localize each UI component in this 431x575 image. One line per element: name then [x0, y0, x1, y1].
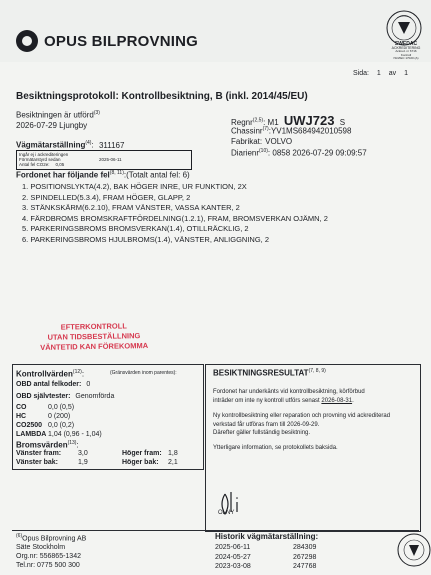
diarie-line: Diarienr$^{(10)}$: 0858 2026-07-29 09:09:57 [231, 148, 367, 158]
control-value: 0 [86, 381, 91, 388]
stamp-line-2: UTAN TIDSBESTÄLLNING [47, 331, 141, 342]
fabrikat-line: Fabrikat: VOLVO [231, 137, 293, 146]
result-p1-b: inträder om inte ny kontroll utförs senast [213, 397, 320, 404]
result-heading [213, 368, 326, 378]
regnr-label: Regnr [231, 118, 253, 127]
note-line-1: Ingår ej i ackrediteringen [19, 152, 69, 157]
company-seat: Säte Stockholm [16, 544, 66, 552]
diarie-value: 0858 2026-07-29 09:09:57 [272, 148, 367, 158]
control-label: CO2500 [16, 422, 43, 429]
control-value: 0,0 (0,2) [48, 422, 75, 429]
result-p2-c: Därefter gäller fullständig besiktning. [213, 430, 311, 436]
company-line [16, 532, 86, 543]
control-value: Genomförda [75, 393, 115, 400]
control-row [16, 393, 114, 400]
note-line-3 [19, 162, 189, 167]
note-co2: 0,05 [55, 162, 65, 168]
brake-label: Höger fram: [122, 450, 162, 457]
company-logo [16, 30, 198, 52]
chassi-line: Chassinr$^{(7)}$:YV1MS684942010598 [231, 126, 352, 136]
diarie-label: Diarienr [231, 148, 260, 158]
note-date: 2025-06-11 [99, 157, 122, 163]
stamp-line-3: VÄNTETID KAN FÖREKOMMA [40, 341, 149, 352]
diarie-sup: (10) [259, 148, 268, 154]
swedac-name: SWEDAC [394, 41, 418, 47]
page-label: Sida: [353, 70, 369, 77]
range-note: (Gränsvärden inom parentes): [110, 370, 177, 376]
odometer-note-box [16, 150, 192, 170]
company-name: Opus Bilprovning AB [22, 535, 87, 543]
defects-heading-sup: (8, 11) [109, 170, 124, 176]
company-sup: (6) [16, 533, 23, 539]
history-row [215, 543, 316, 553]
history-list [215, 543, 316, 572]
history-heading-text: Historik vägmätarställning: [215, 532, 319, 541]
result-heading-text: BESIKTNINGSRESULTAT [213, 368, 309, 378]
history-value: 284309 [293, 544, 317, 551]
result-paragraph-2 [213, 412, 390, 438]
odometer-label: Vägmätarställning [16, 140, 86, 150]
page-total: 1 [404, 70, 409, 77]
company-info [16, 532, 86, 570]
brake-heading-text: Bromsvärden [16, 440, 68, 450]
footer-divider [12, 530, 419, 531]
odometer-sup: (4) [85, 140, 92, 146]
brake-label: Höger bak: [122, 459, 159, 466]
result-paragraph-3: Ytterligare information, se protokollets baksida. [213, 445, 338, 451]
brake-number: 3,0 [78, 450, 88, 457]
control-row [16, 431, 102, 438]
control-row [16, 422, 74, 429]
brake-value [122, 450, 178, 457]
defect-item: 6. PARKERINGSBROMS HJULBROMS(1.4), VÄNSTER, ANLIGGNING, 2 [22, 234, 269, 244]
odometer-line: Vägmätarställning$^{(4)}$: 311167 [16, 140, 125, 150]
swedac-seal-icon [392, 528, 431, 573]
defect-item: 4. FÄRDBROMS BROMSKRAFTFÖRDELNING(1.2.1), FRAM, BROMSVERKAN OJÄMN, 2 [22, 213, 328, 223]
history-value: 267298 [293, 553, 317, 561]
performed-value: 2026-07-29 Ljungby [16, 121, 88, 130]
brake-label: Vänster bak: [16, 459, 59, 466]
history-date: 2025-06-11 [215, 544, 251, 551]
stamp-line-1: EFTERKONTROLL [60, 321, 127, 332]
history-date: 2024-05-27 [215, 553, 251, 561]
fabrikat-label: Fabrikat [231, 137, 260, 146]
efterkontroll-stamp [40, 321, 148, 353]
page-av: av [388, 70, 397, 77]
regnr-value: UWJ723 [283, 113, 335, 128]
defects-heading-text: Fordonet har följande fel [16, 170, 110, 180]
regnr-line: Regnr$^{(2,5)}$: M1 UWJ723 S [231, 113, 346, 128]
history-date: 2023-03-08 [215, 563, 251, 570]
defect-item: 1. POSITIONSLYKTA(4.2), BAK HÖGER INRE, UR FUNKTION, 2X [22, 182, 247, 191]
company-orgnr: Org.nr: 556865-1342 [16, 553, 81, 561]
performed-label: Besiktningen är utförd [16, 110, 94, 120]
swedac-arc: ACKREDITERING [391, 46, 421, 50]
result-p2-a: Ny kontrollbesiktning eller reparation och provning vid ackrediterad [213, 413, 391, 419]
brake-number: 2,1 [168, 459, 178, 466]
control-row [16, 381, 90, 388]
inspector-name: OLNY [218, 510, 235, 516]
regnr-suffix: S [339, 118, 346, 127]
brake-number: 1,8 [168, 450, 178, 457]
brake-value [122, 459, 178, 466]
history-row [215, 553, 316, 563]
chassi-label: Chassinr [231, 126, 263, 136]
control-heading: Kontrollvärden$^{(12)}$: [16, 369, 85, 379]
result-p1-end: . [352, 397, 354, 404]
defect-item: 3. STÄNKSKÄRM(6.2.10), FRAM VÄNSTER, VASSA KANTER, 2 [22, 203, 240, 212]
brake-heading: Bromsvärden$^{(13)}$: [16, 440, 79, 450]
brake-label: Vänster fram: [16, 450, 62, 457]
fabrikat-value: VOLVO [265, 137, 293, 146]
defect-item: 2. SPINDELLED(5.3.4), FRAM HÖGER, GLAPP, 2 [22, 192, 191, 202]
control-label: CO [16, 404, 27, 411]
history-heading [215, 532, 318, 541]
brake-number: 1,9 [78, 459, 88, 466]
note-line-2-text: Förmätarstyrd sedan [19, 157, 61, 163]
odometer-value: 311167 [98, 140, 125, 150]
control-label: OBD antal felkoder: [16, 381, 82, 388]
chassi-sup: (7) [262, 126, 269, 132]
page-title: Besiktningsprotokoll: Kontrollbesiktning, B (inkl. 2014/45/EU) [16, 91, 308, 102]
control-heading-sup: (12) [72, 369, 82, 375]
result-p1-b-line [213, 397, 365, 406]
regnr-sup: (2,5) [252, 117, 264, 124]
control-heading-text: Kontrollvärden [16, 369, 73, 379]
result-heading-sup: (7, 8, 9) [308, 368, 326, 374]
defect-item: 5. PARKERINGSBROMS BROMSVERKAN(1.4), OTILLRÄCKLIG, 2 [22, 224, 249, 233]
control-label: LAMBDA [16, 431, 47, 438]
brake-value [16, 450, 88, 457]
brake-heading-sup: (13) [67, 440, 77, 446]
company-phone: Tel.nr: 0775 500 300 [16, 562, 80, 570]
regnr-prefix: M1 [267, 118, 279, 127]
result-p1-a: Fordonet har underkänts vid kontrollbesiktning, körförbud [213, 389, 365, 395]
result-p2-b: verkstad får utföras fram till 2026-09-29. [213, 421, 320, 428]
defect-list [22, 182, 328, 245]
control-value: 1,04 (0,96 - 1,04) [48, 431, 102, 438]
brake-value [16, 459, 88, 466]
page-indicator [353, 70, 408, 77]
history-value: 247768 [293, 563, 317, 570]
defects-count: :(Totalt antal fel: 6) [123, 170, 190, 180]
control-label: OBD självtester: [16, 393, 71, 400]
page-number: 1 [376, 70, 381, 77]
swedac-small: Ackred. nr 6716 Kontroll ISO/IEC 17020 (A) [393, 49, 419, 61]
control-label: HC [16, 413, 27, 420]
performed-sup: (3) [93, 110, 100, 116]
control-row [16, 404, 74, 411]
swedac-caption [386, 42, 426, 61]
performed-label-line [16, 110, 100, 120]
history-row [215, 562, 316, 572]
defects-heading [16, 170, 190, 180]
note-line-3-text: Antal fel CO2e: [19, 162, 50, 168]
control-value: 0,0 (0,5) [48, 404, 75, 411]
opus-logo-icon [16, 30, 38, 52]
result-paragraph-1 [213, 388, 365, 405]
result-deadline: 2026-08-31 [321, 397, 353, 404]
chassi-value: YV1MS684942010598 [270, 126, 352, 136]
control-value: 0 (200) [48, 413, 71, 420]
control-row [16, 413, 70, 420]
logo-text: OPUS BILPROVNING [44, 32, 199, 50]
